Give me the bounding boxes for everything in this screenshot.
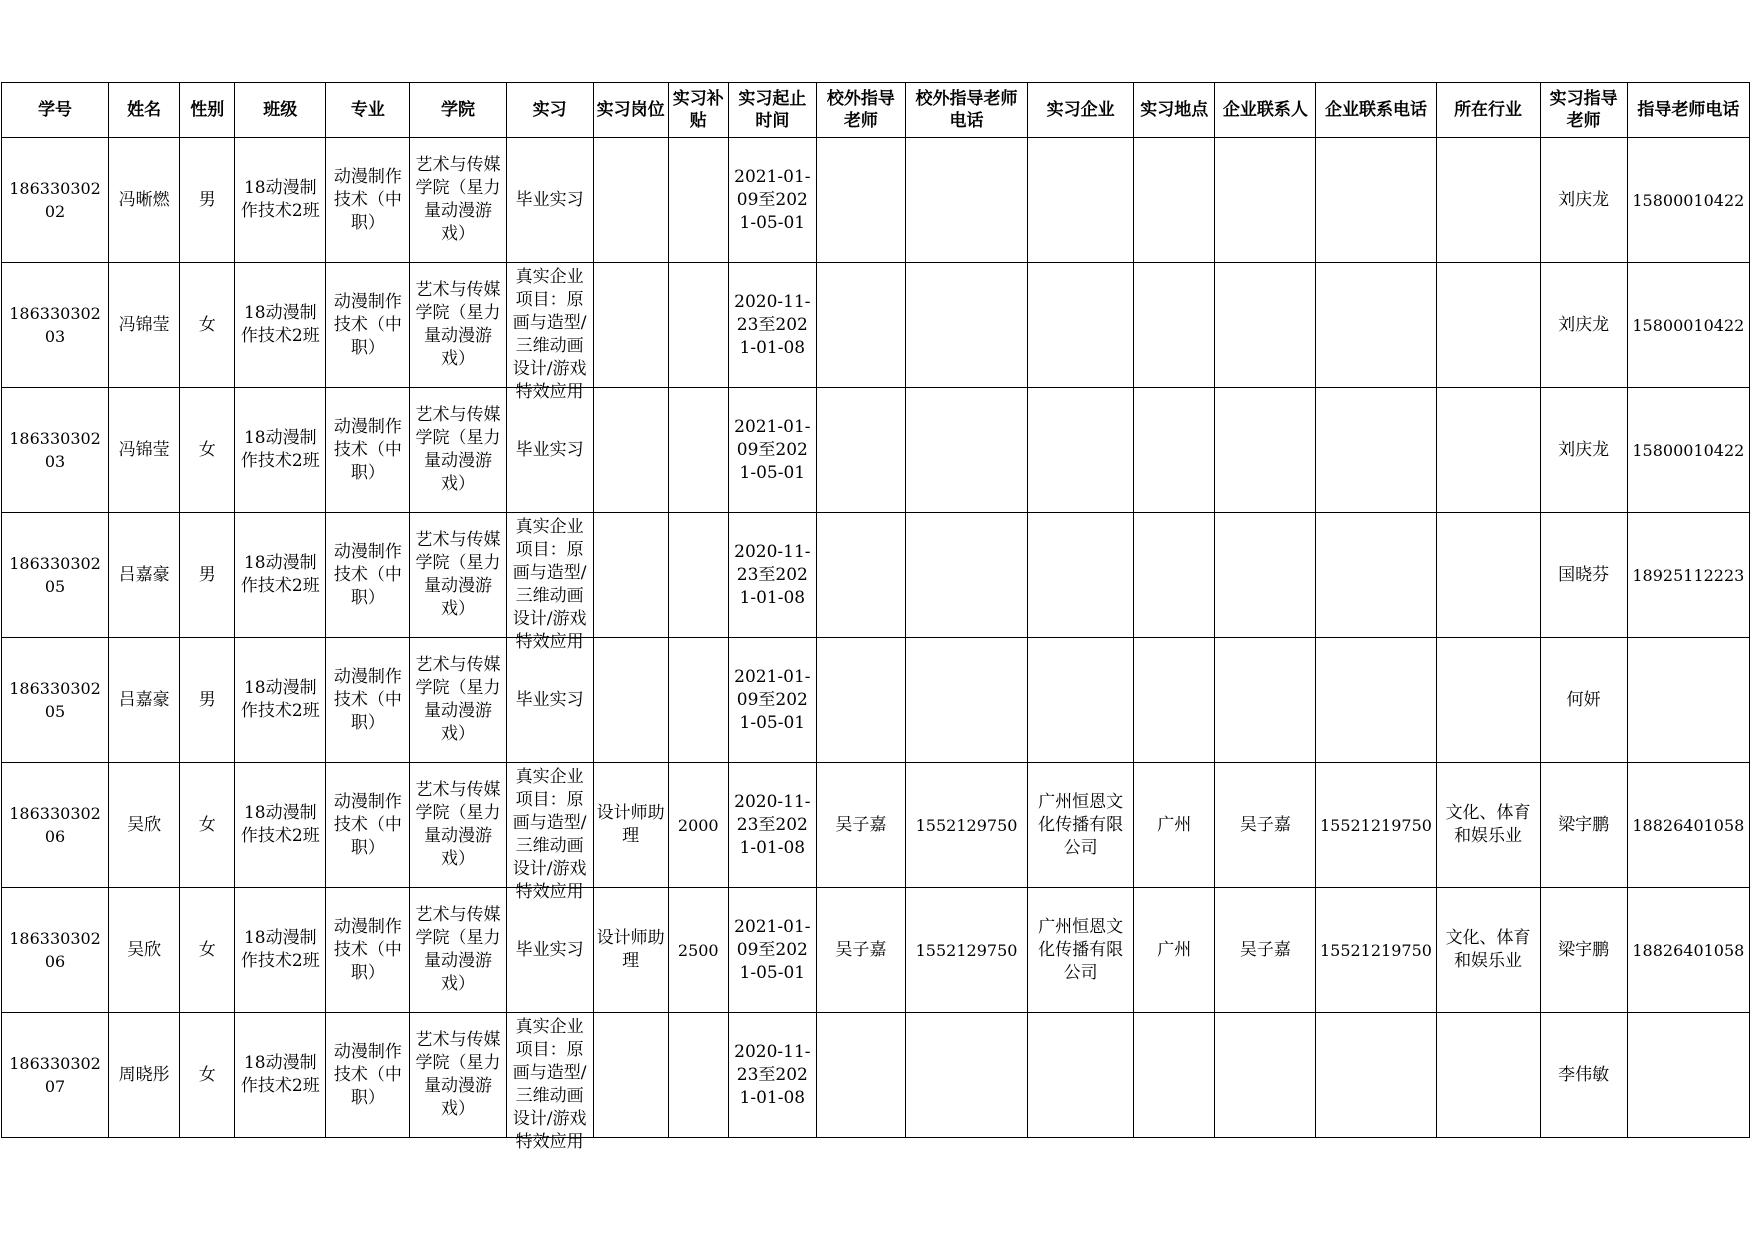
column-header: 实习企业 xyxy=(1028,83,1134,138)
table-cell xyxy=(109,513,180,638)
table-cell xyxy=(410,1013,506,1138)
table-cell xyxy=(506,138,593,263)
table-cell xyxy=(235,888,326,1013)
cell-text: 18633030207 xyxy=(9,1054,101,1096)
table-cell xyxy=(180,388,235,513)
cell-text: 18动漫制作技术2班 xyxy=(240,428,320,471)
cell-text: 女 xyxy=(198,314,216,335)
table-cell xyxy=(668,1013,728,1138)
column-header: 专业 xyxy=(326,83,410,138)
cell-text: 1552129750 xyxy=(915,940,1018,960)
table-cell xyxy=(1028,513,1134,638)
table-cell xyxy=(2,763,109,888)
table-cell xyxy=(905,638,1027,763)
cell-text: 艺术与传媒学院（星力量动漫游戏） xyxy=(415,530,501,619)
cell-text: 设计师助理 xyxy=(596,803,665,846)
table-cell xyxy=(905,888,1027,1013)
cell-text: 毕业实习 xyxy=(515,689,584,710)
table-body xyxy=(2,138,1750,1152)
cell-text: 吴子嘉 xyxy=(1239,939,1291,960)
table-cell xyxy=(326,263,410,388)
table-cell xyxy=(109,263,180,388)
table-cell xyxy=(1627,638,1749,763)
table-cell xyxy=(593,638,668,763)
table-cell xyxy=(506,763,593,902)
table-cell xyxy=(1215,513,1316,638)
column-header: 班级 xyxy=(235,83,326,138)
table-cell xyxy=(2,513,109,638)
table-cell xyxy=(728,138,816,263)
table-cell xyxy=(728,763,816,888)
cell-text: 国晓芬 xyxy=(1558,564,1610,585)
table-cell xyxy=(1028,888,1134,1013)
table-cell xyxy=(410,888,506,1013)
table-cell xyxy=(1316,888,1436,1013)
column-header: 指导老师电话 xyxy=(1627,83,1749,138)
cell-text: 18动漫制作技术2班 xyxy=(240,803,320,846)
cell-text: 吴子嘉 xyxy=(835,814,887,835)
table-cell xyxy=(1627,138,1749,263)
table-cell xyxy=(1436,1013,1540,1138)
table-cell xyxy=(1627,388,1749,513)
table-cell xyxy=(1540,888,1627,1013)
cell-text: 动漫制作技术（中职） xyxy=(333,166,402,233)
column-header: 学号 xyxy=(2,83,109,138)
cell-text: 女 xyxy=(198,1064,216,1085)
table-cell xyxy=(905,263,1027,388)
table-cell xyxy=(180,513,235,638)
cell-text: 15800010422 xyxy=(1632,315,1745,335)
table-cell xyxy=(668,888,728,1013)
table-cell xyxy=(1134,638,1215,763)
table-cell xyxy=(1627,263,1749,388)
table-cell xyxy=(1316,263,1436,388)
table-cell xyxy=(593,138,668,263)
cell-text: 广州恒恩文化传播有限公司 xyxy=(1038,916,1124,983)
cell-text: 何妍 xyxy=(1566,689,1601,710)
cell-text: 2000 xyxy=(677,815,719,835)
table-cell xyxy=(1436,763,1540,888)
column-header: 实习地点 xyxy=(1134,83,1215,138)
cell-text: 毕业实习 xyxy=(515,189,584,210)
table-cell xyxy=(109,888,180,1013)
table-cell xyxy=(506,388,593,513)
table-cell xyxy=(235,638,326,763)
cell-text: 吕嘉豪 xyxy=(118,689,170,710)
column-header: 实习指导老师 xyxy=(1540,83,1627,138)
table-cell xyxy=(180,638,235,763)
table-cell xyxy=(1436,638,1540,763)
cell-text: 15800010422 xyxy=(1632,190,1745,210)
column-header: 企业联系电话 xyxy=(1316,83,1436,138)
table-cell xyxy=(1436,888,1540,1013)
cell-text: 18动漫制作技术2班 xyxy=(240,553,320,596)
table-cell xyxy=(728,513,816,638)
table-cell xyxy=(180,138,235,263)
table-cell xyxy=(728,1013,816,1138)
table-cell xyxy=(1215,138,1316,263)
table-cell xyxy=(905,763,1027,888)
table-cell xyxy=(816,263,905,388)
cell-text: 设计师助理 xyxy=(596,928,665,971)
table-cell xyxy=(109,763,180,888)
table-cell xyxy=(2,263,109,388)
table-cell xyxy=(235,1013,326,1138)
cell-text: 男 xyxy=(198,689,216,710)
table-cell xyxy=(668,638,728,763)
table-cell xyxy=(1215,263,1316,388)
cell-text: 1552129750 xyxy=(915,815,1018,835)
cell-text: 18633030202 xyxy=(9,179,101,221)
table-row xyxy=(2,513,1750,638)
cell-text: 文化、体育和娱乐业 xyxy=(1445,928,1531,971)
table-row xyxy=(2,888,1750,1013)
table-cell xyxy=(2,888,109,1013)
table-cell xyxy=(235,388,326,513)
cell-text: 艺术与传媒学院（星力量动漫游戏） xyxy=(415,655,501,744)
table-cell xyxy=(1627,763,1749,888)
table-cell xyxy=(1540,1013,1627,1138)
table-cell xyxy=(728,263,816,388)
table-cell xyxy=(1316,763,1436,888)
table-cell xyxy=(506,888,593,1013)
cell-text: 艺术与传媒学院（星力量动漫游戏） xyxy=(415,1030,501,1119)
table-row xyxy=(2,763,1750,888)
table-cell xyxy=(1134,888,1215,1013)
table-row xyxy=(2,388,1750,513)
table-cell xyxy=(1028,388,1134,513)
cell-text: 吴欣 xyxy=(127,814,162,835)
table-cell xyxy=(1436,263,1540,388)
table-cell xyxy=(109,638,180,763)
table-cell xyxy=(326,888,410,1013)
table-cell xyxy=(2,638,109,763)
cell-text: 18动漫制作技术2班 xyxy=(240,1053,320,1096)
cell-text: 艺术与传媒学院（星力量动漫游戏） xyxy=(415,155,501,244)
cell-text: 15800010422 xyxy=(1632,440,1745,460)
cell-text: 18633030203 xyxy=(9,429,101,471)
table-cell xyxy=(905,1013,1027,1138)
table-cell xyxy=(816,888,905,1013)
cell-text: 18633030203 xyxy=(9,304,101,346)
cell-text: 真实企业项目：原画与造型/三维动画设计/游戏特效应用 xyxy=(512,767,587,902)
cell-text: 女 xyxy=(198,939,216,960)
table-cell xyxy=(1134,263,1215,388)
cell-text: 18826401058 xyxy=(1632,940,1745,960)
table-cell xyxy=(1215,638,1316,763)
column-header: 企业联系人 xyxy=(1215,83,1316,138)
cell-text: 18633030205 xyxy=(9,679,101,721)
column-header: 校外指导老师 xyxy=(816,83,905,138)
cell-text: 刘庆龙 xyxy=(1558,439,1610,460)
column-header: 实习岗位 xyxy=(593,83,668,138)
table-cell xyxy=(410,513,506,638)
table-cell xyxy=(668,263,728,388)
cell-text: 男 xyxy=(198,189,216,210)
cell-text: 2020-11-23至2021-01-08 xyxy=(734,791,811,858)
table-cell xyxy=(326,513,410,638)
cell-text: 18633030205 xyxy=(9,554,101,596)
cell-text: 毕业实习 xyxy=(515,939,584,960)
cell-text: 艺术与传媒学院（星力量动漫游戏） xyxy=(415,405,501,494)
cell-text: 15521219750 xyxy=(1319,940,1432,960)
cell-text: 2021-01-09至2021-05-01 xyxy=(734,666,811,733)
cell-text: 动漫制作技术（中职） xyxy=(333,416,402,483)
table-cell xyxy=(905,513,1027,638)
table-cell xyxy=(1627,888,1749,1013)
table-cell xyxy=(1215,1013,1316,1138)
table-cell xyxy=(1028,138,1134,263)
cell-text: 吴子嘉 xyxy=(835,939,887,960)
cell-text: 冯锦莹 xyxy=(118,314,170,335)
cell-text: 广州 xyxy=(1157,939,1192,960)
table-cell xyxy=(326,638,410,763)
table-cell xyxy=(816,388,905,513)
cell-text: 15521219750 xyxy=(1319,815,1432,835)
table-cell xyxy=(1134,138,1215,263)
table-row xyxy=(2,138,1750,263)
table-cell xyxy=(506,638,593,763)
table-cell xyxy=(1134,1013,1215,1138)
cell-text: 2020-11-23至2021-01-08 xyxy=(734,1041,811,1108)
column-header: 实习补贴 xyxy=(668,83,728,138)
table-cell xyxy=(816,138,905,263)
cell-text: 女 xyxy=(198,439,216,460)
table-cell xyxy=(1627,513,1749,638)
table-cell xyxy=(2,1013,109,1138)
table-cell xyxy=(816,638,905,763)
cell-text: 真实企业项目：原画与造型/三维动画设计/游戏特效应用 xyxy=(512,1017,587,1152)
table-cell xyxy=(816,1013,905,1138)
cell-text: 2021-01-09至2021-05-01 xyxy=(734,916,811,983)
table-cell xyxy=(593,388,668,513)
table-cell xyxy=(1215,888,1316,1013)
table-cell xyxy=(1316,513,1436,638)
column-header: 性别 xyxy=(180,83,235,138)
table-cell xyxy=(668,763,728,888)
cell-text: 2021-01-09至2021-05-01 xyxy=(734,416,811,483)
table-cell xyxy=(728,888,816,1013)
cell-text: 刘庆龙 xyxy=(1558,189,1610,210)
table-cell xyxy=(1540,763,1627,888)
table-cell xyxy=(410,388,506,513)
table-cell xyxy=(235,263,326,388)
table-cell xyxy=(1316,388,1436,513)
column-header: 实习起止时间 xyxy=(728,83,816,138)
table-cell xyxy=(668,138,728,263)
table-cell xyxy=(410,638,506,763)
cell-text: 梁宇鹏 xyxy=(1558,939,1610,960)
cell-text: 18动漫制作技术2班 xyxy=(240,178,320,221)
table-cell xyxy=(180,888,235,1013)
cell-text: 18633030206 xyxy=(9,929,101,971)
table-row xyxy=(2,638,1750,763)
cell-text: 艺术与传媒学院（星力量动漫游戏） xyxy=(415,780,501,869)
cell-text: 艺术与传媒学院（星力量动漫游戏） xyxy=(415,280,501,369)
cell-text: 真实企业项目：原画与造型/三维动画设计/游戏特效应用 xyxy=(512,517,587,652)
table-cell xyxy=(1134,513,1215,638)
table-cell xyxy=(326,1013,410,1138)
table-cell xyxy=(1316,1013,1436,1138)
cell-text: 李伟敏 xyxy=(1558,1064,1610,1085)
cell-text: 刘庆龙 xyxy=(1558,314,1610,335)
cell-text: 冯锦莹 xyxy=(118,439,170,460)
table-cell xyxy=(668,388,728,513)
table-cell xyxy=(1215,763,1316,888)
cell-text: 动漫制作技术（中职） xyxy=(333,291,402,358)
table-cell xyxy=(668,513,728,638)
table-cell xyxy=(1540,138,1627,263)
cell-text: 18633030206 xyxy=(9,804,101,846)
cell-text: 2500 xyxy=(677,940,719,960)
cell-text: 18动漫制作技术2班 xyxy=(240,678,320,721)
internship-table xyxy=(1,82,1750,1152)
table-cell xyxy=(109,138,180,263)
table-cell xyxy=(506,1013,593,1152)
table-cell xyxy=(1134,388,1215,513)
cell-text: 动漫制作技术（中职） xyxy=(333,916,402,983)
cell-text: 毕业实习 xyxy=(515,439,584,460)
table-cell xyxy=(816,513,905,638)
cell-text: 周晓彤 xyxy=(118,1064,170,1085)
table-cell xyxy=(905,388,1027,513)
table-cell xyxy=(235,763,326,888)
table-cell xyxy=(593,763,668,888)
table-cell xyxy=(1627,1013,1749,1138)
table-cell xyxy=(410,763,506,888)
table-cell xyxy=(1316,138,1436,263)
table-cell xyxy=(1540,263,1627,388)
table-cell xyxy=(593,1013,668,1138)
table-cell xyxy=(1134,763,1215,888)
table-cell xyxy=(1028,1013,1134,1138)
column-header: 校外指导老师电话 xyxy=(905,83,1027,138)
cell-text: 冯晰燃 xyxy=(118,189,170,210)
table-cell xyxy=(109,388,180,513)
table-row xyxy=(2,263,1750,388)
column-header: 姓名 xyxy=(109,83,180,138)
cell-text: 文化、体育和娱乐业 xyxy=(1445,803,1531,846)
table-cell xyxy=(1540,388,1627,513)
table-cell xyxy=(728,388,816,513)
cell-text: 动漫制作技术（中职） xyxy=(333,1041,402,1108)
table-cell xyxy=(326,138,410,263)
table-row xyxy=(2,1013,1750,1138)
table-cell xyxy=(410,138,506,263)
table-cell xyxy=(506,513,593,652)
table-cell xyxy=(235,138,326,263)
table-cell xyxy=(506,263,593,402)
cell-text: 艺术与传媒学院（星力量动漫游戏） xyxy=(415,905,501,994)
cell-text: 18动漫制作技术2班 xyxy=(240,928,320,971)
table-cell xyxy=(326,388,410,513)
table-cell xyxy=(2,388,109,513)
cell-text: 18925112223 xyxy=(1632,565,1745,585)
table-cell xyxy=(109,1013,180,1138)
cell-text: 2020-11-23至2021-01-08 xyxy=(734,291,811,358)
cell-text: 动漫制作技术（中职） xyxy=(333,666,402,733)
cell-text: 梁宇鹏 xyxy=(1558,814,1610,835)
table-cell xyxy=(1436,138,1540,263)
table-cell xyxy=(180,763,235,888)
table-cell xyxy=(593,513,668,638)
cell-text: 吕嘉豪 xyxy=(118,564,170,585)
table-cell xyxy=(1436,513,1540,638)
cell-text: 吴子嘉 xyxy=(1239,814,1291,835)
table-cell xyxy=(728,638,816,763)
cell-text: 18826401058 xyxy=(1632,815,1745,835)
table-cell xyxy=(1028,638,1134,763)
cell-text: 动漫制作技术（中职） xyxy=(333,541,402,608)
cell-text: 广州 xyxy=(1157,814,1192,835)
table-cell xyxy=(816,763,905,888)
table-cell xyxy=(1028,263,1134,388)
table-cell xyxy=(326,763,410,888)
table-cell xyxy=(180,263,235,388)
table-cell xyxy=(180,1013,235,1138)
table-cell xyxy=(1540,513,1627,638)
cell-text: 动漫制作技术（中职） xyxy=(333,791,402,858)
table-cell xyxy=(1316,638,1436,763)
table-cell xyxy=(1436,388,1540,513)
table-cell xyxy=(235,513,326,638)
table-cell xyxy=(2,138,109,263)
table-cell xyxy=(593,888,668,1013)
table-cell xyxy=(1215,388,1316,513)
cell-text: 女 xyxy=(198,814,216,835)
table-cell xyxy=(905,138,1027,263)
column-header: 学院 xyxy=(410,83,506,138)
cell-text: 广州恒恩文化传播有限公司 xyxy=(1038,791,1124,858)
table-cell xyxy=(593,263,668,388)
cell-text: 男 xyxy=(198,564,216,585)
header-row xyxy=(2,83,1750,138)
cell-text: 18动漫制作技术2班 xyxy=(240,303,320,346)
table-cell xyxy=(1540,638,1627,763)
column-header: 所在行业 xyxy=(1436,83,1540,138)
cell-text: 2021-01-09至2021-05-01 xyxy=(734,166,811,233)
cell-text: 吴欣 xyxy=(127,939,162,960)
cell-text: 2020-11-23至2021-01-08 xyxy=(734,541,811,608)
table-cell xyxy=(1028,763,1134,888)
column-header: 实习 xyxy=(506,83,593,138)
cell-text: 真实企业项目：原画与造型/三维动画设计/游戏特效应用 xyxy=(512,267,587,402)
table-cell xyxy=(410,263,506,388)
